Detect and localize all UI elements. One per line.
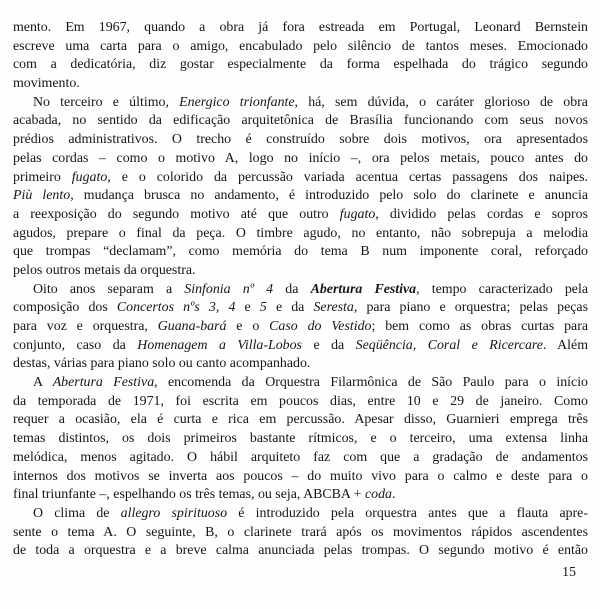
- italic-text-run: coda: [364, 487, 392, 503]
- text-run: acabada, no sentido da edificação arquitetônica de Brasília funcionando com seus novos: [13, 113, 588, 129]
- text-line: [13, 243, 588, 262]
- italic-text-run: Sinfonia nº 4: [184, 281, 274, 297]
- text-line: [13, 19, 588, 38]
- text-run: conjunto, caso da: [13, 337, 138, 353]
- text-run: destas, várias para piano solo ou canto acompanhado.: [13, 356, 311, 372]
- text-line: [13, 112, 588, 131]
- text-run: A: [33, 375, 53, 391]
- text-line: [13, 468, 588, 487]
- text-run: , dividido pelas cordas e sopros: [375, 206, 588, 222]
- text-run: prédios administrativos. O trecho é construído sobre dois motivos, ora apresentados: [13, 132, 588, 148]
- text-line: [13, 374, 588, 393]
- text-run: e o: [226, 319, 270, 334]
- text-line: [13, 150, 588, 169]
- italic-text-run: fugato: [339, 206, 376, 222]
- text-run: movimento.: [13, 76, 80, 92]
- text-run: primeiro: [13, 169, 72, 185]
- text-line: [13, 524, 588, 543]
- text-line: [13, 281, 588, 300]
- text-run: ; bem como as obras curtas para: [371, 319, 588, 334]
- italic-text-run: Concertos nºs 3, 4: [116, 300, 236, 316]
- text-run: internos dos motivos se inverta aos poucos – do muito vivo para o calmo e deste para o: [13, 468, 588, 484]
- text-run: da: [273, 281, 311, 297]
- text-line: [13, 187, 588, 206]
- text-run: , para piano e orquestra; pelas peças: [353, 300, 588, 316]
- text-run: é introduzido pela orquestra antes que a flauta apre-: [227, 505, 588, 521]
- text-line: [13, 355, 588, 374]
- text-line: [13, 486, 588, 505]
- text-line: [13, 505, 588, 524]
- text-run: sente o tema A. O seguinte, B, o clarinete trará após os movimentos rápidos ascendentes: [13, 524, 588, 540]
- text-run: .: [391, 487, 396, 503]
- page-number: 15: [562, 564, 576, 580]
- text-line: [13, 56, 588, 75]
- italic-text-run: Più lento: [13, 188, 71, 204]
- text-line: [13, 169, 588, 188]
- text-run: agudos, prepare o final da peça. O timbre agudo, no entanto, não sobrepuja a melodia: [13, 225, 588, 241]
- italic-text-run: Guana-bará: [157, 319, 227, 334]
- text-run: final triunfante –, espelhando os três temas, ou seja, ABCBA +: [13, 487, 365, 503]
- text-run: de toda a orquestra e a breve calma anunciada pelas trompas. O segundo motivo é então: [13, 543, 588, 559]
- text-run: , tempo caracterizado pela: [416, 281, 588, 297]
- text-run: , e o colorido da percussão variada acentua certas passagens dos naipes.: [107, 169, 588, 185]
- text-run: composição dos: [13, 300, 117, 316]
- italic-text-run: fugato: [71, 169, 108, 185]
- text-run: , mudança brusca no andamento, é introduzido pelo solo do clarinete e anuncia: [70, 188, 588, 204]
- text-run: requer a ocasião, ela é curta e rica em percussão. Apesar disso, Guarnieri emprega três: [13, 412, 588, 428]
- text-run: para voz e orquestra,: [13, 319, 158, 334]
- text-run: , encomenda da Orquestra Filarmônica de São Paulo para o início: [154, 375, 588, 391]
- text-line: [13, 94, 588, 113]
- italic-text-run: 5: [259, 300, 267, 316]
- text-line: [13, 411, 588, 430]
- text-line: [13, 206, 588, 225]
- italic-text-run: Energico trionfante: [179, 94, 295, 110]
- text-line: [13, 449, 588, 468]
- text-run: pelas cordas – como o motivo A, logo no início –, ora pelos metais, pouco antes do: [13, 150, 588, 166]
- text-run: pelos outros metais da orquestra.: [13, 262, 196, 278]
- text-run: escreve uma carta para o amigo, encabulado pelo silêncio de tantos meses. Emocionado: [13, 38, 588, 54]
- italic-text-run: Seqüência, Coral e Ricercare: [355, 337, 543, 353]
- italic-text-run: Caso do Vestido: [269, 319, 372, 334]
- text-run: , há, sem dúvida, o caráter glorioso de obra: [294, 94, 588, 110]
- text-run: . Além: [542, 337, 588, 353]
- text-run: e da: [301, 337, 356, 353]
- text-line: [13, 299, 588, 318]
- text-line: [13, 131, 588, 150]
- text-run: mento. Em 1967, quando a obra já fora estreada em Portugal, Leonard Bernstein: [13, 20, 588, 35]
- text-run: que trompas “declamam”, como memória do tema B num imponente coral, reforçado: [13, 244, 588, 260]
- text-line: [13, 318, 588, 337]
- page-text: [13, 19, 588, 561]
- italic-text-run: allegro spirituoso: [120, 505, 228, 521]
- text-line: [13, 225, 588, 244]
- text-run: e da: [266, 300, 314, 316]
- text-line: [13, 38, 588, 57]
- text-line: [13, 75, 588, 94]
- text-run: Oito anos separam a: [33, 281, 185, 297]
- text-run: O clima de: [33, 505, 121, 521]
- text-line: [13, 542, 588, 561]
- text-line: [13, 430, 588, 449]
- text-line: [13, 393, 588, 412]
- text-run: No terceiro e último,: [33, 94, 180, 110]
- text-run: e: [235, 300, 260, 316]
- text-run: da temporada de 1971, foi escrita em poucos dias, entre 10 e 29 de janeiro. Como: [13, 393, 588, 409]
- text-run: com a dedicatória, diz gostar especialmente da forma espelhada do trágico segundo: [13, 57, 588, 73]
- text-run: a reexposição do segundo motivo até que outro: [13, 206, 340, 222]
- text-line: [13, 262, 588, 281]
- text-line: [13, 337, 588, 356]
- bold-italic-text-run: Abertura Festiva: [310, 281, 417, 297]
- italic-text-run: Abertura Festiva: [52, 375, 155, 391]
- text-run: melódica, menos agitado. O hábil arquiteto faz com que a gradação de andamentos: [13, 449, 588, 465]
- italic-text-run: Homenagem a Villa-Lobos: [137, 337, 302, 353]
- text-run: temas distintos, os dois primeiros bastante rítmicos, e o terceiro, uma extensa linha: [13, 431, 588, 447]
- italic-text-run: Seresta: [313, 300, 354, 316]
